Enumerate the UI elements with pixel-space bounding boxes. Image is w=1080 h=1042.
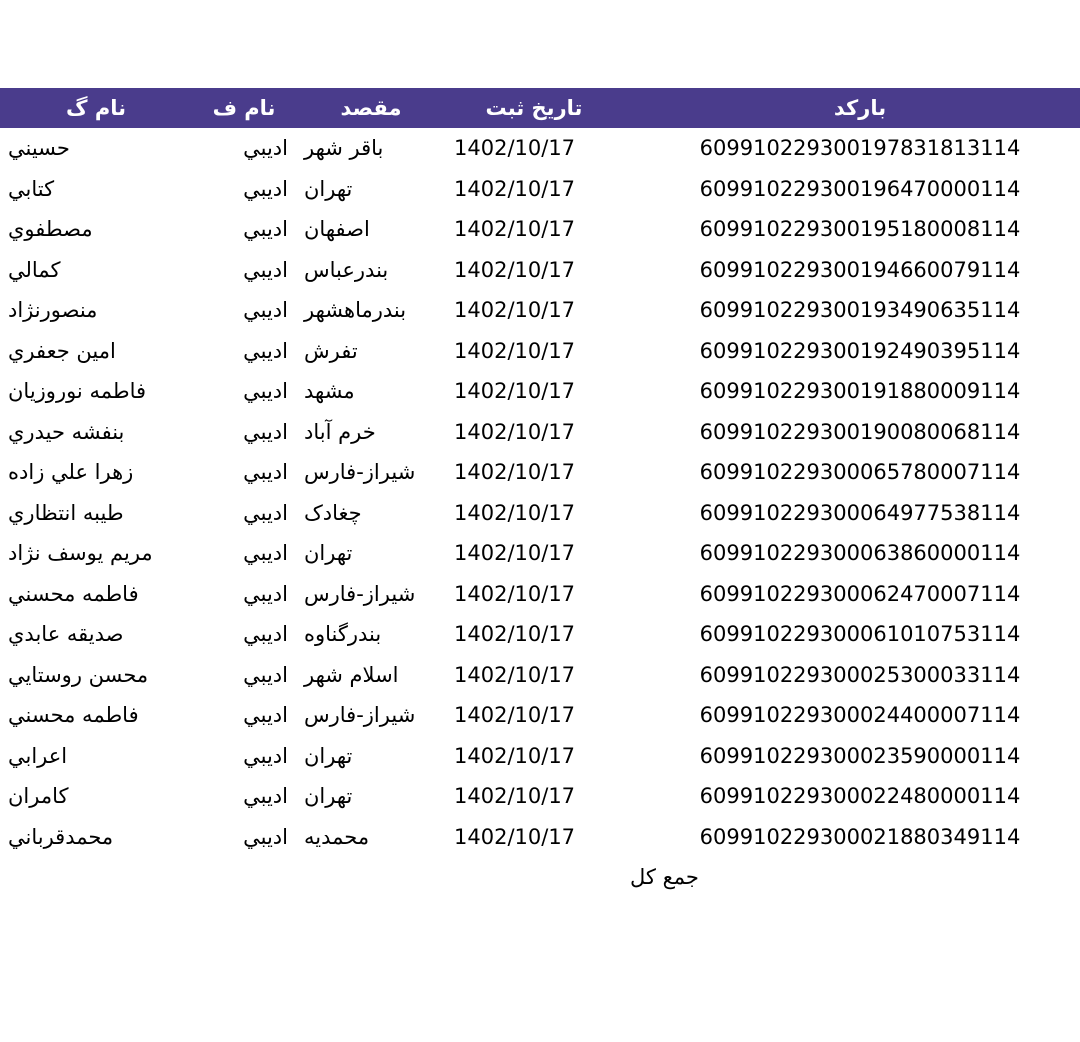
cell-sender-name: ادیبي [192, 614, 296, 655]
cell-barcode: 609910229300023590000114 [622, 736, 1080, 777]
cell-destination: اصفهان [296, 209, 446, 250]
cell-sender-name: ادیبي [192, 695, 296, 736]
cell-date: 1402/10/17 [446, 776, 622, 817]
cell-receiver-name: فاطمه محسني [0, 574, 192, 615]
column-header-destination[interactable]: مقصد [340, 96, 402, 120]
cell-date: 1402/10/17 [446, 371, 622, 412]
table-row[interactable] [0, 331, 1080, 372]
cell-sender-name: ادیبي [192, 574, 296, 615]
cell-date: 1402/10/17 [446, 452, 622, 493]
cell-receiver-name: منصورنژاد [0, 290, 192, 331]
cell-receiver-name: کمالي [0, 250, 192, 291]
table-row[interactable] [0, 452, 1080, 493]
cell-sender-name: ادیبي [192, 331, 296, 372]
cell-receiver-name: فاطمه نوروزیان [0, 371, 192, 412]
table-footer [0, 857, 1080, 897]
cell-barcode: 609910229300196470000114 [622, 169, 1080, 210]
cell-receiver-name: زهرا علي زاده [0, 452, 192, 493]
cell-sender-name: ادیبي [192, 371, 296, 412]
grand-total-label: جمع کل [622, 857, 1080, 897]
cell-sender-name: ادیبي [192, 412, 296, 453]
cell-date: 1402/10/17 [446, 250, 622, 291]
cell-date: 1402/10/17 [446, 655, 622, 696]
table-header [0, 88, 1080, 128]
cell-sender-name: ادیبي [192, 452, 296, 493]
cell-receiver-name: محسن روستایي [0, 655, 192, 696]
cell-date: 1402/10/17 [446, 128, 622, 169]
table-row[interactable] [0, 614, 1080, 655]
table-row[interactable] [0, 412, 1080, 453]
cell-destination: شیراز-فارس [296, 452, 446, 493]
cell-barcode: 609910229300063860000114 [622, 533, 1080, 574]
cell-destination: تهران [296, 736, 446, 777]
cell-receiver-name: حسیني [0, 128, 192, 169]
cell-destination: تهران [296, 776, 446, 817]
cell-sender-name: ادیبي [192, 250, 296, 291]
table-row[interactable] [0, 493, 1080, 534]
cell-destination: باقر شهر [296, 128, 446, 169]
cell-destination: شیراز-فارس [296, 695, 446, 736]
cell-destination: بندرگناوه [296, 614, 446, 655]
grand-total-date-cell [446, 857, 622, 897]
table-header-row [0, 88, 1080, 128]
cell-barcode: 609910229300195180008114 [622, 209, 1080, 250]
table-row[interactable] [0, 209, 1080, 250]
cell-destination: محمدیه [296, 817, 446, 858]
cell-barcode: 609910229300021880349114 [622, 817, 1080, 858]
cell-barcode: 609910229300190080068114 [622, 412, 1080, 453]
cell-destination: شیراز-فارس [296, 574, 446, 615]
cell-receiver-name: محمدقرباني [0, 817, 192, 858]
cell-barcode: 609910229300192490395114 [622, 331, 1080, 372]
cell-receiver-name: کتابي [0, 169, 192, 210]
cell-barcode: 609910229300194660079114 [622, 250, 1080, 291]
cell-date: 1402/10/17 [446, 533, 622, 574]
cell-date: 1402/10/17 [446, 493, 622, 534]
grand-total-receiver-cell [0, 857, 192, 897]
cell-sender-name: ادیبي [192, 817, 296, 858]
table-row[interactable] [0, 533, 1080, 574]
cell-barcode: 609910229300022480000114 [622, 776, 1080, 817]
cell-destination: بندرعباس [296, 250, 446, 291]
cell-sender-name: ادیبي [192, 169, 296, 210]
cell-sender-name: ادیبي [192, 209, 296, 250]
table-row[interactable] [0, 776, 1080, 817]
cell-sender-name: ادیبي [192, 290, 296, 331]
column-header-sender-name[interactable]: نام ف [212, 96, 276, 120]
cell-barcode: 609910229300062470007114 [622, 574, 1080, 615]
cell-destination: تهران [296, 169, 446, 210]
cell-barcode: 609910229300197831813114 [622, 128, 1080, 169]
cell-receiver-name: طیبه انتظاري [0, 493, 192, 534]
table-row[interactable] [0, 736, 1080, 777]
cell-date: 1402/10/17 [446, 209, 622, 250]
cell-receiver-name: کامران [0, 776, 192, 817]
cell-receiver-name: بنفشه حیدري [0, 412, 192, 453]
cell-sender-name: ادیبي [192, 533, 296, 574]
table-row[interactable] [0, 250, 1080, 291]
table-row[interactable] [0, 169, 1080, 210]
cell-receiver-name: مریم یوسف نژاد [0, 533, 192, 574]
table-row[interactable] [0, 695, 1080, 736]
column-header-date[interactable]: تاریخ ثبت [485, 96, 583, 120]
cell-barcode: 609910229300025300033114 [622, 655, 1080, 696]
cell-date: 1402/10/17 [446, 574, 622, 615]
cell-receiver-name: امین جعفري [0, 331, 192, 372]
grand-total-destination-cell [296, 857, 446, 897]
cell-date: 1402/10/17 [446, 331, 622, 372]
cell-destination: خرم آباد [296, 412, 446, 453]
cell-barcode: 609910229300061010753114 [622, 614, 1080, 655]
cell-sender-name: ادیبي [192, 493, 296, 534]
cell-destination: چغادک [296, 493, 446, 534]
cell-destination: بندرماهشهر [296, 290, 446, 331]
table-row[interactable] [0, 817, 1080, 858]
cell-barcode: 609910229300191880009114 [622, 371, 1080, 412]
cell-destination: تفرش [296, 331, 446, 372]
cell-receiver-name: صدیقه عابدي [0, 614, 192, 655]
cell-barcode: 609910229300193490635114 [622, 290, 1080, 331]
cell-sender-name: ادیبي [192, 655, 296, 696]
cell-receiver-name: اعرابي [0, 736, 192, 777]
cell-destination: تهران [296, 533, 446, 574]
grand-total-row [0, 857, 1080, 897]
cell-date: 1402/10/17 [446, 614, 622, 655]
table-row[interactable] [0, 655, 1080, 696]
cell-date: 1402/10/17 [446, 817, 622, 858]
cell-sender-name: ادیبي [192, 128, 296, 169]
table-row[interactable] [0, 128, 1080, 169]
cell-date: 1402/10/17 [446, 169, 622, 210]
cell-date: 1402/10/17 [446, 412, 622, 453]
cell-sender-name: ادیبي [192, 736, 296, 777]
table-row[interactable] [0, 574, 1080, 615]
cell-sender-name: ادیبي [192, 776, 296, 817]
table-body [0, 128, 1080, 857]
column-header-receiver-name[interactable]: نام گ [66, 96, 126, 120]
shipments-table [0, 88, 1080, 897]
cell-date: 1402/10/17 [446, 695, 622, 736]
cell-barcode: 609910229300064977538114 [622, 493, 1080, 534]
cell-destination: اسلام شهر [296, 655, 446, 696]
cell-destination: مشهد [296, 371, 446, 412]
cell-barcode: 609910229300065780007114 [622, 452, 1080, 493]
cell-date: 1402/10/17 [446, 736, 622, 777]
cell-receiver-name: مصطفوي [0, 209, 192, 250]
table-row[interactable] [0, 290, 1080, 331]
cell-barcode: 609910229300024400007114 [622, 695, 1080, 736]
cell-date: 1402/10/17 [446, 290, 622, 331]
table-row[interactable] [0, 371, 1080, 412]
column-header-barcode[interactable]: بارکد [833, 96, 887, 120]
grand-total-sender-cell [192, 857, 296, 897]
cell-receiver-name: فاطمه محسني [0, 695, 192, 736]
